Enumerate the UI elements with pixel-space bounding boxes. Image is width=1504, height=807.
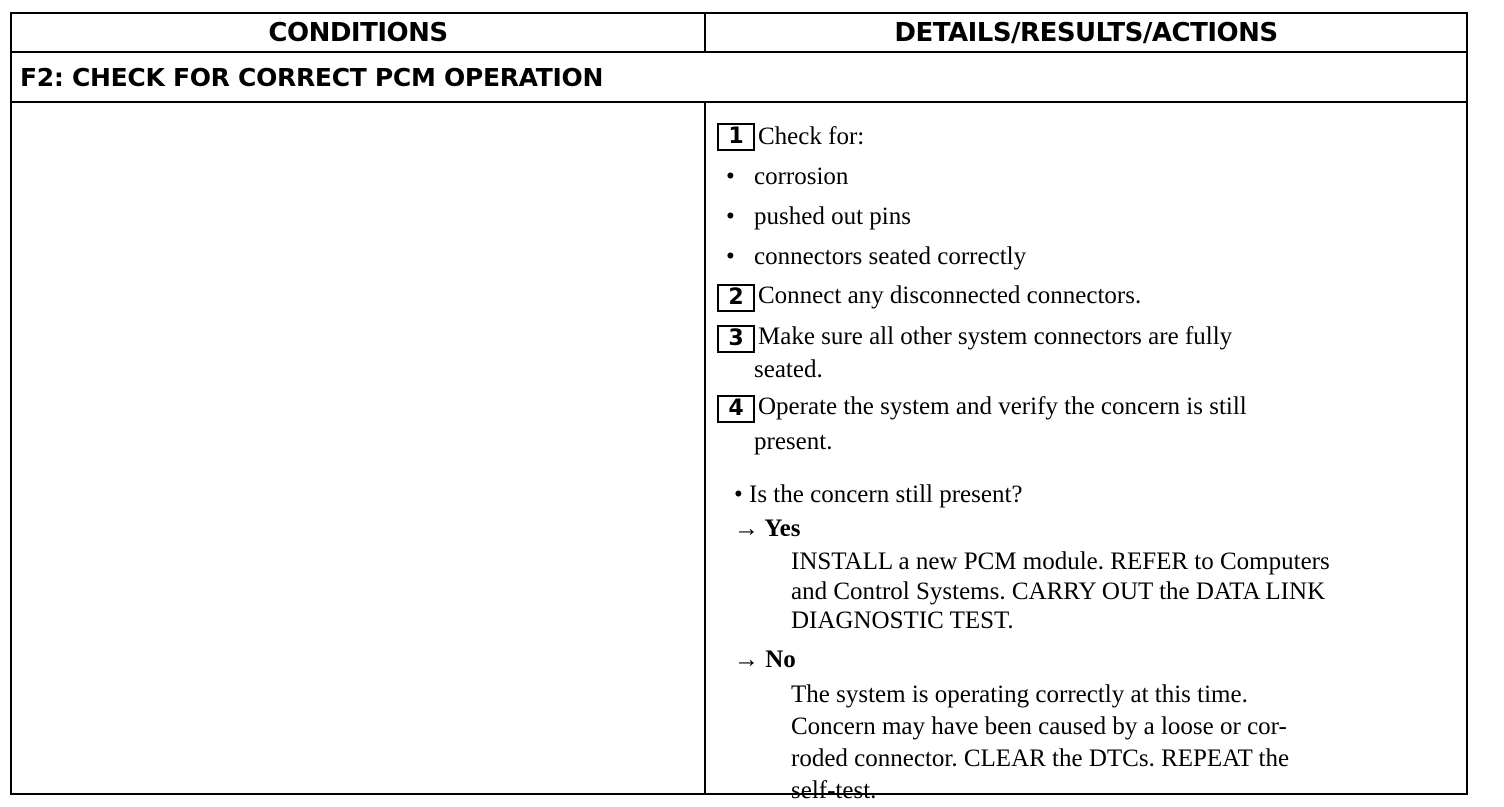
yes-line-2: and Control Systems. CARRY OUT the DATA LINK bbox=[791, 578, 1326, 605]
section-title: F2: CHECK FOR CORRECT PCM OPERATION bbox=[12, 53, 1466, 103]
procedure-table bbox=[10, 12, 1468, 804]
table-header-row bbox=[12, 14, 1466, 53]
check-item-2: pushed out pins bbox=[754, 203, 911, 230]
no-line-2: Concern may have been caused by a loose or cor- bbox=[791, 713, 1287, 740]
check-item-3: connectors seated correctly bbox=[754, 243, 1027, 270]
step-4-text-line2: present. bbox=[754, 428, 833, 455]
conditions-header: CONDITIONS bbox=[12, 14, 706, 51]
step-3-text-line2: seated. bbox=[754, 356, 823, 383]
no-label: → No bbox=[734, 646, 796, 673]
step-2-number: 2 bbox=[717, 284, 755, 312]
step-3-number: 3 bbox=[717, 325, 755, 353]
yes-line-3: DIAGNOSTIC TEST. bbox=[791, 607, 1014, 634]
step-1-text: Check for: bbox=[758, 123, 865, 150]
table-body-row bbox=[12, 103, 1466, 804]
conditions-cell bbox=[12, 103, 706, 793]
no-line-4: self-test. bbox=[791, 777, 877, 804]
bullet-marker: • bbox=[726, 243, 735, 270]
step-1-number: 1 bbox=[717, 123, 755, 151]
details-header: DETAILS/RESULTS/ACTIONS bbox=[894, 17, 1278, 48]
details-cell bbox=[706, 103, 1466, 804]
no-line-1: The system is operating correctly at this time. bbox=[791, 681, 1248, 708]
question-text: • Is the concern still present? bbox=[734, 481, 1023, 508]
step-4-text-line1: Operate the system and verify the concern is still bbox=[758, 393, 1247, 420]
step-4-number: 4 bbox=[717, 395, 755, 423]
bullet-marker: • bbox=[726, 203, 735, 230]
step-2-text: Connect any disconnected connectors. bbox=[758, 282, 1142, 309]
step-3-text-line1: Make sure all other system connectors are fully bbox=[758, 323, 1233, 350]
check-item-1: corrosion bbox=[754, 163, 849, 190]
no-line-3: roded connector. CLEAR the DTCs. REPEAT the bbox=[791, 745, 1290, 772]
yes-label: → Yes bbox=[734, 515, 801, 542]
bullet-marker: • bbox=[726, 163, 735, 190]
yes-line-1: INSTALL a new PCM module. REFER to Computers bbox=[791, 548, 1330, 575]
